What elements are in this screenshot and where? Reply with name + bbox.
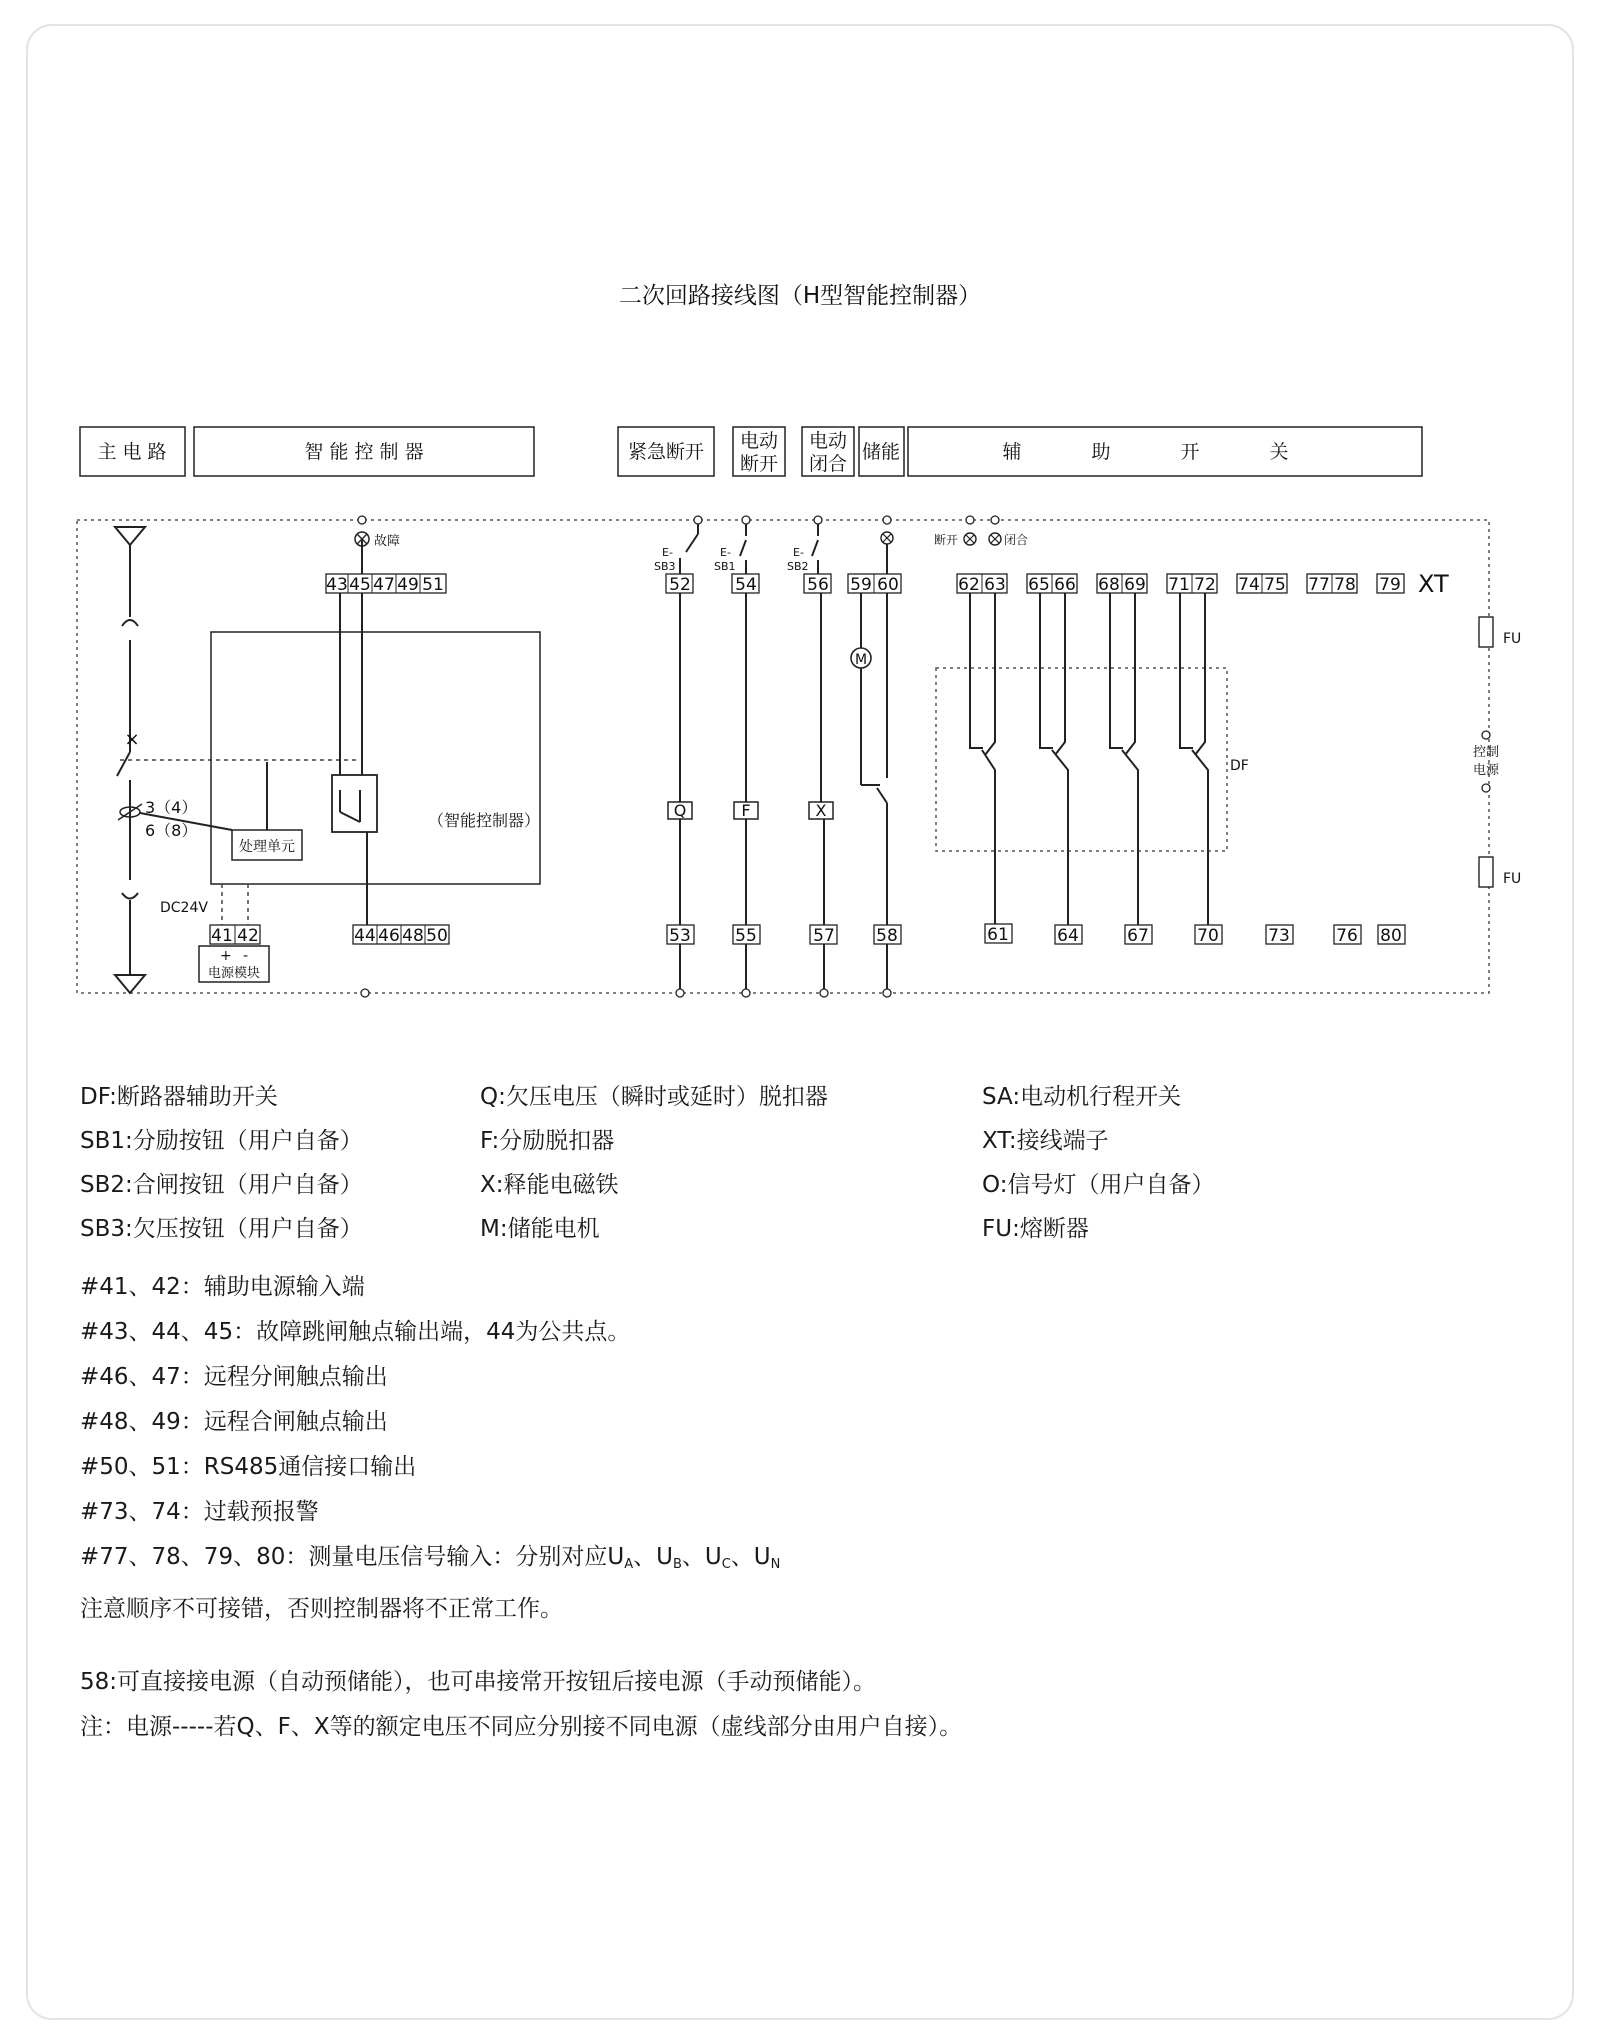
header-aux-1: 辅 <box>1002 441 1022 463</box>
ratio-label-2: 6（8） <box>145 821 198 840</box>
ub-sub: B <box>672 1557 682 1572</box>
xt-label: XT <box>1418 570 1449 598</box>
ub-label: U <box>656 1544 673 1570</box>
power-module-label: 电源模块 <box>207 966 261 981</box>
ua-label: U <box>607 1544 625 1570</box>
terminal-79: 79 <box>1379 575 1401 595</box>
sep-3: 、 <box>730 1544 754 1570</box>
header-emergency-open: 紧急断开 <box>627 441 705 463</box>
terminal-53: 53 <box>669 926 691 946</box>
terminal-78: 78 <box>1334 575 1356 595</box>
q-label: Q <box>673 801 687 820</box>
terminal-70: 70 <box>1197 926 1219 946</box>
legend-m: M:储能电机 <box>480 1216 600 1242</box>
terminal-52: 52 <box>669 575 691 595</box>
terminal-51: 51 <box>422 575 444 595</box>
header-energy-storage: 储能 <box>861 441 901 463</box>
terminal-54: 54 <box>735 575 757 595</box>
terminal-74: 74 <box>1238 575 1260 595</box>
m-label: M <box>854 652 868 668</box>
terminal-60: 60 <box>877 575 899 595</box>
legend-sb3: SB3:欠压按钮（用户自备） <box>80 1216 363 1242</box>
dc24v-label: DC24V <box>160 900 208 916</box>
note-50-51: #50、51：RS485通信接口输出 <box>80 1454 417 1480</box>
voltage-note-text: #77、78、79、80：测量电压信号输入：分别对应 <box>80 1544 608 1570</box>
header-electric-close-1: 电动 <box>808 430 848 452</box>
terminal-43: 43 <box>326 575 348 595</box>
terminal-71: 71 <box>1168 575 1190 595</box>
minus-sign: - <box>243 948 249 964</box>
terminals-top <box>326 574 1404 595</box>
note-77-80 <box>80 1535 1560 1587</box>
header-main-circuit: 主 电 路 <box>97 441 167 463</box>
df-label: DF <box>1230 758 1249 774</box>
warning-note: 注意顺序不可接错，否则控制器将不正常工作。 <box>80 1596 563 1622</box>
terminal-node-44 <box>361 989 369 997</box>
terminal-68: 68 <box>1098 575 1120 595</box>
legend-sb1: SB1:分励按钮（用户自备） <box>80 1128 363 1154</box>
plus-sign: + <box>220 948 232 964</box>
fu-label-bottom: FU <box>1503 871 1522 887</box>
legend-sb2: SB2:合闸按钮（用户自备） <box>80 1172 363 1198</box>
sb1-label-1: E- <box>720 546 731 559</box>
terminal-62: 62 <box>958 575 980 595</box>
uc-sub: C <box>721 1557 731 1572</box>
terminal-77: 77 <box>1308 575 1330 595</box>
breaker-mark: × <box>124 729 140 750</box>
open-label: 断开 <box>934 533 959 547</box>
terminal-64: 64 <box>1057 926 1079 946</box>
control-power-fuses <box>1473 617 1521 887</box>
terminal-notes <box>80 1265 1560 1750</box>
note-43-45: #43、44、45：故障跳闸触点输出端，44为公共点。 <box>80 1319 631 1345</box>
header-electric-open-1: 电动 <box>739 430 779 452</box>
sb3-label-1: E- <box>662 546 673 559</box>
terminal-65: 65 <box>1028 575 1050 595</box>
control-power-1: 控制 <box>1472 745 1500 760</box>
legend-xt: XT:接线端子 <box>982 1128 1109 1154</box>
header-electric-close-2: 闭合 <box>808 453 848 475</box>
terminal-69: 69 <box>1124 575 1146 595</box>
note-73-74: #73、74：过载预报警 <box>80 1499 319 1525</box>
sep-1: 、 <box>633 1544 657 1570</box>
terminal-58: 58 <box>876 926 898 946</box>
terminal-80: 80 <box>1380 926 1402 946</box>
note-46-47: #46、47：远程分闸触点输出 <box>80 1364 388 1390</box>
uc-label: U <box>704 1544 722 1570</box>
terminal-49: 49 <box>397 575 419 595</box>
legend-grid <box>80 1075 1560 1251</box>
sb3-label-2: SB3 <box>654 560 676 573</box>
legend-fu: FU:熔断器 <box>982 1216 1089 1242</box>
legend-section <box>80 1075 1560 1750</box>
header-smart-controller: 智 能 控 制 器 <box>304 441 424 463</box>
terminal-59: 59 <box>850 575 872 595</box>
controller-label: （智能控制器） <box>428 811 541 830</box>
legend-f: F:分励脱扣器 <box>480 1128 615 1154</box>
sep-2: 、 <box>681 1544 705 1570</box>
terminal-55: 55 <box>735 926 757 946</box>
header-aux-2: 助 <box>1091 441 1111 463</box>
close-label: 闭合 <box>1004 533 1029 547</box>
un-sub: N <box>770 1557 781 1572</box>
terminal-61: 61 <box>987 925 1009 945</box>
processing-unit-label: 处理单元 <box>239 839 295 855</box>
control-power-2: 电源 <box>1472 763 1500 778</box>
ratio-label-1: 3（4） <box>145 798 198 817</box>
header-row <box>80 427 1422 476</box>
un-label: U <box>753 1544 771 1570</box>
terminal-73: 73 <box>1268 926 1290 946</box>
terminal-63: 63 <box>984 575 1006 595</box>
legend-sa: SA:电动机行程开关 <box>982 1084 1182 1110</box>
header-aux-4: 关 <box>1269 441 1289 463</box>
legend-o: O:信号灯（用户自备） <box>982 1172 1215 1198</box>
terminal-44: 44 <box>354 926 376 946</box>
legend-x: X:释能电磁铁 <box>480 1172 619 1198</box>
main-circuit <box>115 527 360 993</box>
terminals-bottom <box>210 924 1405 946</box>
legend-q: Q:欠压电压（瞬时或延时）脱扣器 <box>480 1084 828 1110</box>
note-48-49: #48、49：远程合闸触点输出 <box>80 1409 388 1435</box>
terminal-67: 67 <box>1127 926 1149 946</box>
terminal-66: 66 <box>1054 575 1076 595</box>
f-label: F <box>741 801 751 820</box>
terminal-46: 46 <box>378 926 400 946</box>
terminal-76: 76 <box>1336 926 1358 946</box>
terminal-56: 56 <box>807 575 829 595</box>
terminal-41: 41 <box>211 926 233 946</box>
terminal-75: 75 <box>1264 575 1286 595</box>
terminal-47: 47 <box>373 575 395 595</box>
fault-label: 故障 <box>374 534 401 549</box>
header-aux-3: 开 <box>1180 441 1200 463</box>
legend-df: DF:断路器辅助开关 <box>80 1084 278 1110</box>
terminal-57: 57 <box>813 926 835 946</box>
terminal-48: 48 <box>402 926 424 946</box>
note-58: 58:可直接接电源（自动预储能），也可串接常开按钮后接电源（手动预储能）。 <box>80 1669 877 1695</box>
terminal-42: 42 <box>237 926 259 946</box>
ua-sub: A <box>624 1557 634 1572</box>
terminal-45: 45 <box>349 575 371 595</box>
terminal-72: 72 <box>1194 575 1216 595</box>
sb1-label-2: SB1 <box>714 560 736 573</box>
diagram-title: 二次回路接线图（H型智能控制器） <box>618 283 982 309</box>
note-41-42: #41、42：辅助电源输入端 <box>80 1274 365 1300</box>
sb2-label-1: E- <box>793 546 804 559</box>
terminal-50: 50 <box>426 926 448 946</box>
note-power: 注：电源-----若Q、F、X等的额定电压不同应分别接不同电源（虚线部分由用户自接）。 <box>80 1714 963 1740</box>
fu-label-top: FU <box>1503 631 1522 647</box>
sb2-label-2: SB2 <box>787 560 809 573</box>
x-label: X <box>815 801 827 820</box>
header-electric-open-2: 断开 <box>739 453 779 475</box>
